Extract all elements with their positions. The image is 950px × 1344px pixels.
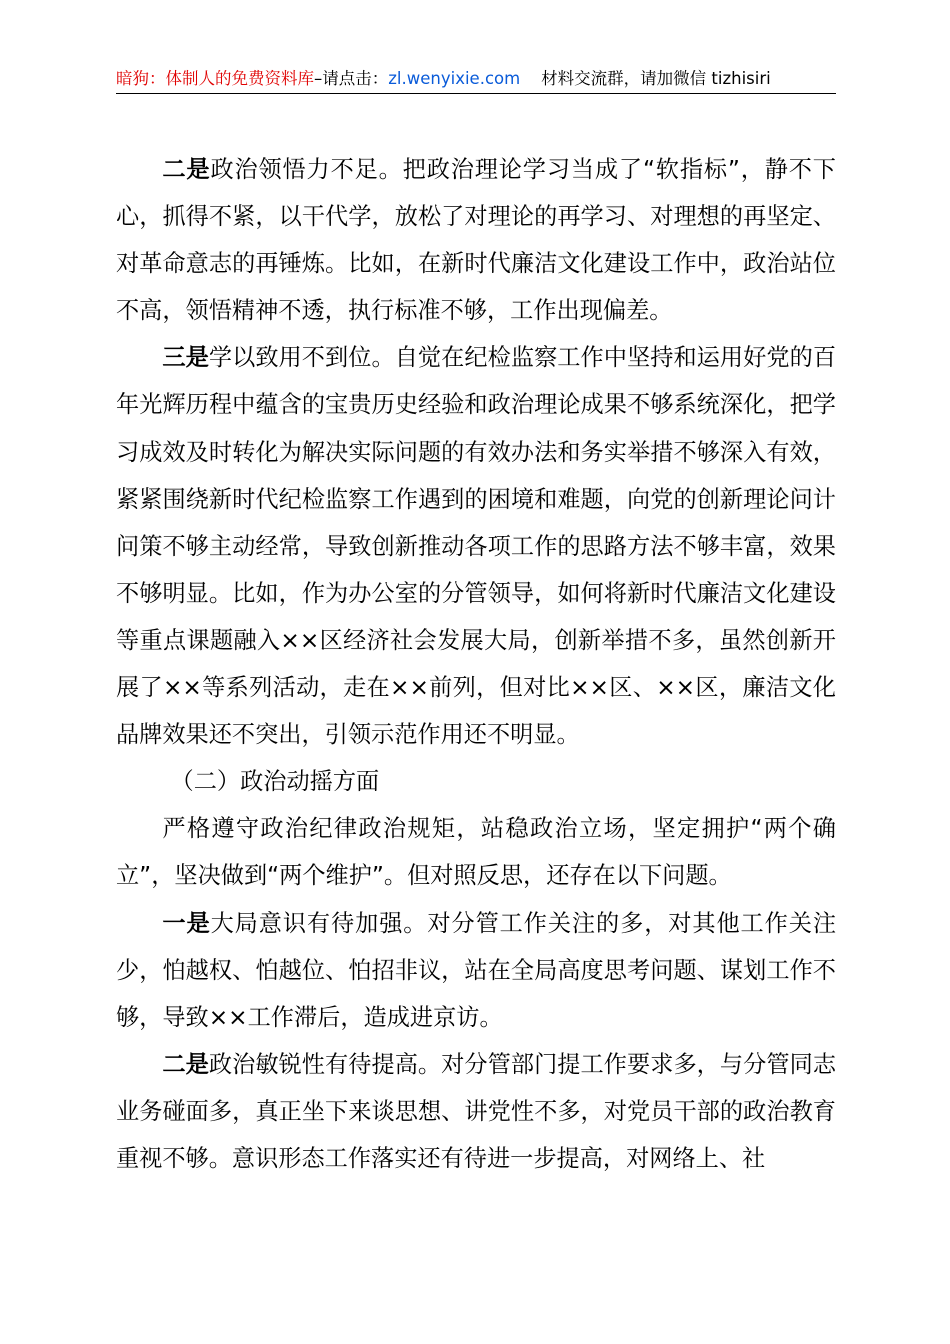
paragraph-lead: 二是 — [162, 1050, 209, 1078]
header-link[interactable]: zl.wenyixie.com — [388, 69, 521, 88]
paragraph-lead: 一是 — [162, 909, 211, 937]
paragraph-text: 政治领悟力不足。把政治理论学习当成了“软指标”，静不下心，抓得不紧，以干代学，放松了对理论的再学习、对理想的再坚定、对革命意志的再锤炼。比如，在新时代廉洁文化建设工作中，政治站位不高，领悟精神不透，执行标准不够，工作出现偏差。 — [116, 156, 836, 325]
paragraph-text: 学以致用不到位。自觉在纪检监察工作中坚持和运用好党的百年光辉历程中蕴含的宝贵历史经验和政治理论成果不够系统深化，把学习成效及时转化为解决实际问题的有效办法和务实举措不够深入有效，紧紧围绕新时代纪检监察工作遇到的困境和难题，向党的创新理论问计问策不够主动经常，导致创新推动各项工作的思路方法不够丰富，效果不够明显。比如，作为办公室的分管领导，如何将新时代廉洁文化建设等重点课题融入××区经济社会发展大局，创新举措不多，虽然创新开展了××等系列活动，走在××前列，但对比××区、××区，廉洁文化品牌效果还不突出，引领示范作用还不明显。 — [116, 344, 837, 749]
header-rule — [116, 93, 836, 94]
paragraph-text: 大局意识有待加强。对分管工作关注的多，对其他工作关注少，怕越权、怕越位、怕招非议，站在全局高度思考问题、谋划工作不够，导致××工作滞后，造成进京访。 — [116, 909, 837, 1031]
paragraph-lead: 二是 — [162, 156, 211, 183]
header-link-prompt: –请点击： — [314, 69, 389, 88]
paragraph-application — [116, 334, 836, 758]
paragraph-text: 严格遵守政治纪律政治规矩，站稳政治立场，坚定拥护“两个确立”，坚决做到“两个维护”。但对照反思，还存在以下问题。 — [116, 815, 836, 890]
paragraph-political-sensitivity — [116, 1041, 836, 1182]
paragraph-lead: 三是 — [162, 344, 209, 372]
page-header — [116, 66, 836, 92]
paragraph-intro — [116, 805, 836, 899]
paragraph-overall-awareness — [116, 900, 836, 1041]
section-heading: （二）政治动摇方面 — [170, 768, 380, 796]
header-site-name: 暗狗：体制人的免费资料库 — [116, 69, 314, 88]
header-wechat-text: 材料交流群，请加微信 tizhisiri — [541, 69, 771, 88]
paragraph-text: 政治敏锐性有待提高。对分管部门提工作要求多，与分管同志业务碰面多，真正坐下来谈思想、讲党性不多，对党员干部的政治教育重视不够。意识形态工作落实还有待进一步提高，对网络上、社 — [116, 1050, 837, 1172]
document-body — [116, 146, 836, 1182]
header-wechat-note — [520, 69, 771, 88]
paragraph-political-comprehension — [116, 146, 836, 334]
